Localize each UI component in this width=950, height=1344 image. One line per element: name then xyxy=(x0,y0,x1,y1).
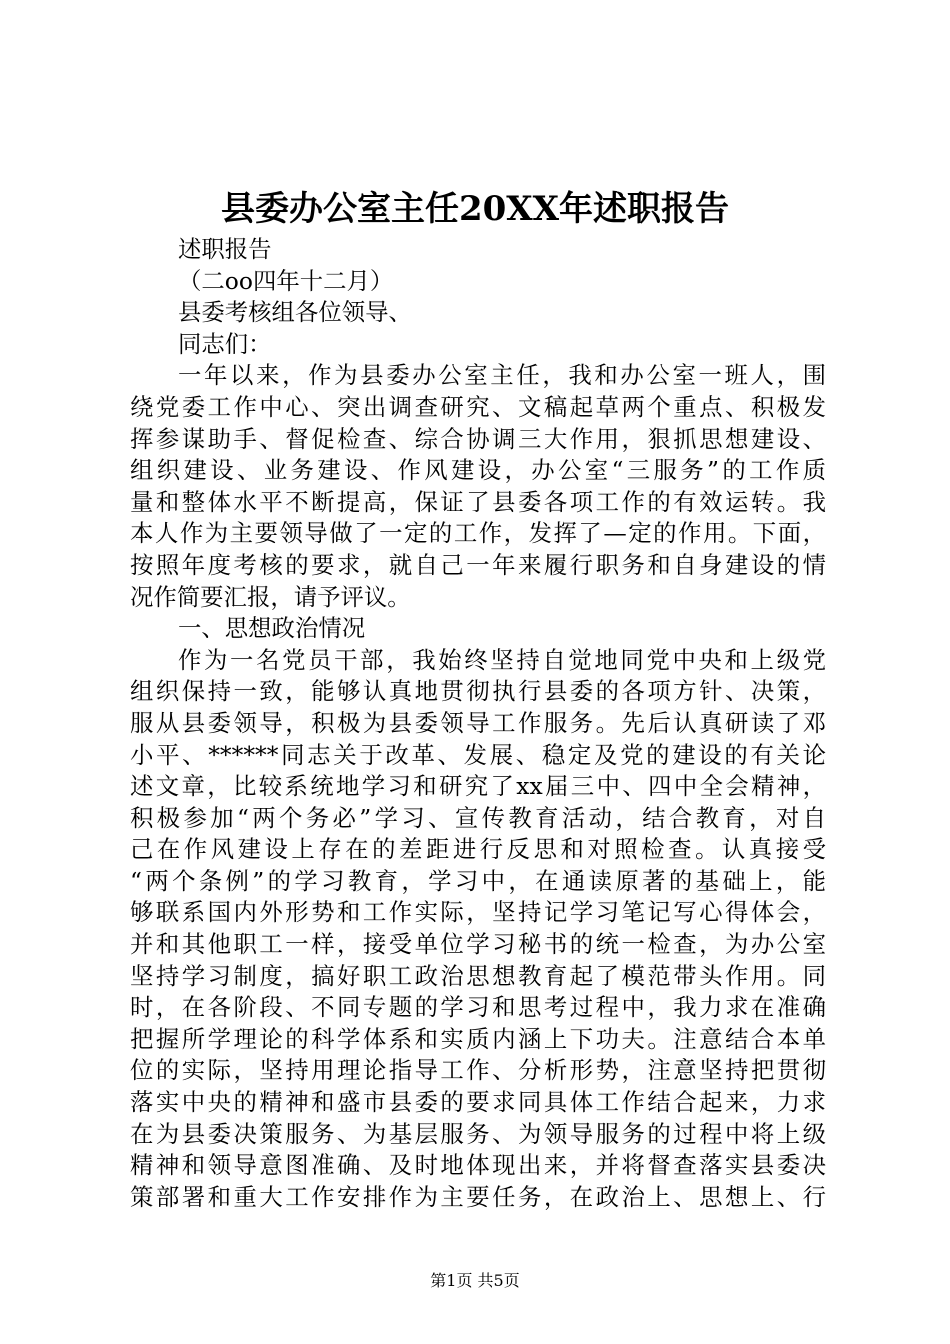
text-line: 本人作为主要领导做了一定的工作，发挥了—定的作用。下面， xyxy=(130,519,826,548)
text-line: 绕党委工作中心、突出调查研究、文稿起草两个重点、积极发 xyxy=(130,392,826,421)
text-line: 挥参谋助手、督促检查、综合协调三大作用，狠抓思想建设、 xyxy=(130,424,826,453)
text-line: 县委考核组各位领导、 xyxy=(178,298,412,327)
text-line: 述职报告 xyxy=(178,235,272,263)
text-line: 够联系国内外形势和工作实际，坚持记学习笔记写心得体会， xyxy=(130,898,826,927)
text-line: 组织建设、业务建设、作风建设，办公室“三服务”的工作质 xyxy=(130,456,826,485)
document-body xyxy=(130,234,826,1213)
text-line: 况作简要汇报，请予评议。 xyxy=(130,582,411,611)
text-line: 积极参加“两个务必”学习、宣传教育活动，结合教育，对自 xyxy=(130,803,826,832)
page-footer: 第1页 共5页 xyxy=(430,1271,520,1290)
text-line: 一年以来，作为县委办公室主任，我和办公室一班人，围 xyxy=(178,361,826,390)
text-line: 述文章，比较系统地学习和研究了xx届三中、四中全会精神， xyxy=(130,772,826,801)
text-line: 把握所学理论的科学体系和实质内涵上下功夫。注意结合本单 xyxy=(130,1024,826,1053)
text-line: 位的实际，坚持用理论指导工作、分析形势，注意坚持把贯彻 xyxy=(130,1056,826,1085)
text-line: 一、思想政治情况 xyxy=(178,614,366,643)
text-line: 己在作风建设上存在的差距进行反思和对照检查。认真接受 xyxy=(130,835,826,864)
text-line: 时，在各阶段、不同专题的学习和思考过程中，我力求在准确 xyxy=(130,993,826,1022)
text-line: 在为县委决策服务、为基层服务、为领导服务的过程中将上级 xyxy=(130,1119,826,1148)
text-line: 量和整体水平不断提高，保证了县委各项工作的有效运转。我 xyxy=(130,487,826,516)
text-line: 策部署和重大工作安排作为主要任务，在政治上、思想上、行 xyxy=(130,1182,826,1211)
text-line: 精神和领导意图准确、及时地体现出来，并将督查落实县委决 xyxy=(130,1151,826,1180)
text-line: 组织保持一致，能够认真地贯彻执行县委的各项方针、决策， xyxy=(130,677,826,706)
text-line: 并和其他职工一样，接受单位学习秘书的统一检查，为办公室 xyxy=(130,930,826,959)
text-line: 按照年度考核的要求，就自己一年来履行职务和自身建设的情 xyxy=(130,550,826,579)
text-line: 坚持学习制度，搞好职工政治思想教育起了模范带头作用。同 xyxy=(130,961,826,990)
text-line: 同志们： xyxy=(178,329,272,358)
text-line: 服从县委领导，积极为县委领导工作服务。先后认真研读了邓 xyxy=(130,708,826,737)
text-line: 作为一名党员干部，我始终坚持自觉地同党中央和上级党 xyxy=(178,645,826,674)
text-line: 小平、******同志关于改革、发展、稳定及党的建设的有关论 xyxy=(130,740,826,769)
text-line: 落实中央的精神和盛市县委的要求同具体工作结合起来，力求 xyxy=(130,1088,826,1117)
text-line: （二oo四年十二月） xyxy=(178,266,394,295)
document-title: 县委办公室主任20XX年述职报告 xyxy=(220,189,730,229)
text-line: “两个条例”的学习教育，学习中，在通读原著的基础上，能 xyxy=(130,866,826,895)
